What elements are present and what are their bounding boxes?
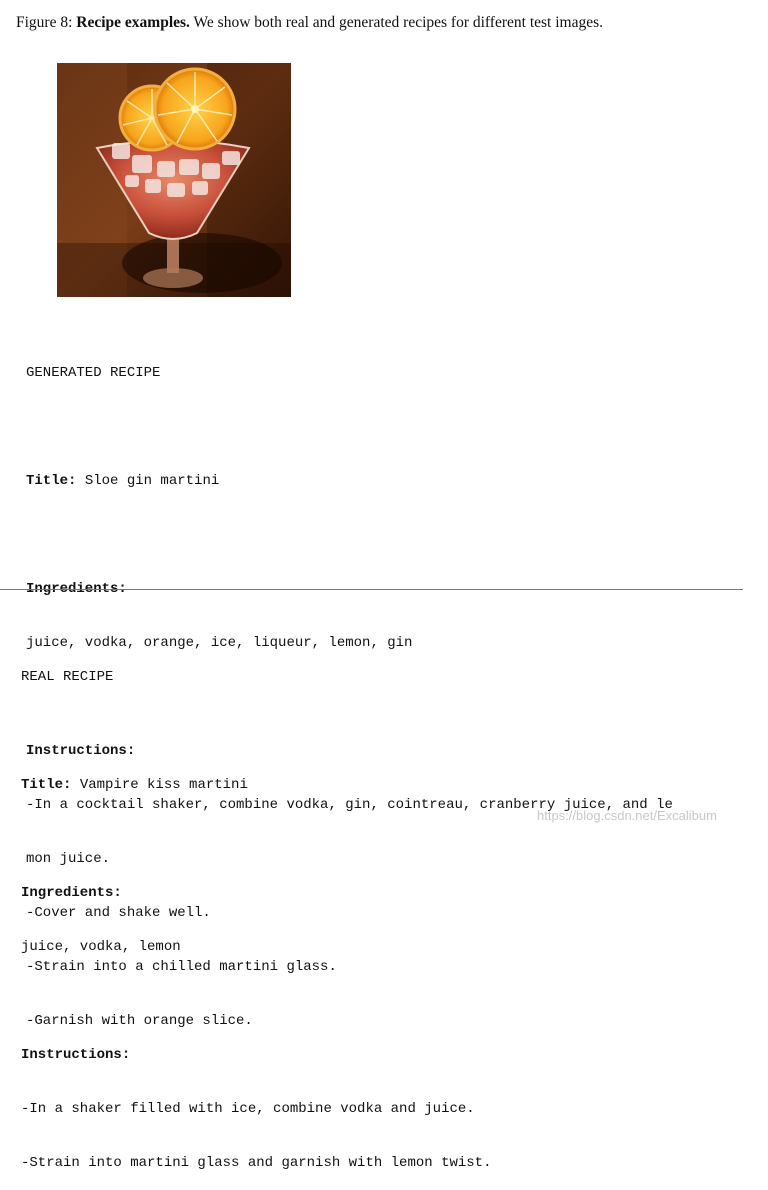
generated-instruction-line: mon juice. <box>26 851 111 867</box>
caption-rest: We show both real and generated recipes for different test images. <box>189 14 604 31</box>
real-recipe <box>21 632 491 1190</box>
generated-title-label: Title: <box>26 473 77 489</box>
caption-prefix: Figure 8: <box>16 14 77 31</box>
real-title-value: Vampire kiss martini <box>71 777 248 793</box>
generated-title-value: Sloe gin martini <box>76 473 220 489</box>
generated-instruction-line: -In a cocktail shaker, combine vodka, gin, cointreau, cranberry juice, and le <box>26 797 673 813</box>
generated-ingredients-label: Ingredients: <box>26 581 127 597</box>
real-recipe-header: REAL RECIPE <box>21 669 114 685</box>
figure-caption <box>16 14 603 32</box>
real-ingredients-label: Ingredients: <box>21 885 122 901</box>
generated-instruction-line: -Cover and shake well. <box>26 905 211 921</box>
generated-instruction-line: -Garnish with orange slice. <box>26 1013 253 1029</box>
generated-ingredients: juice, vodka, orange, ice, liqueur, lemon, gin <box>26 635 413 651</box>
real-title-line <box>21 776 491 794</box>
generated-recipe-header: GENERATED RECIPE <box>26 365 161 381</box>
real-instructions-label: Instructions: <box>21 1047 131 1063</box>
generated-title-line <box>26 472 673 490</box>
real-ingredients: juice, vodka, lemon <box>21 939 181 955</box>
section-divider <box>0 589 743 590</box>
real-instruction-line: -Strain into martini glass and garnish with lemon twist. <box>21 1155 492 1171</box>
real-title-label: Title: <box>21 777 72 793</box>
real-instruction-line: -In a shaker filled with ice, combine vodka and juice. <box>21 1101 475 1117</box>
cocktail-photo <box>57 63 291 297</box>
generated-instructions-label: Instructions: <box>26 743 136 759</box>
generated-instruction-line: -Strain into a chilled martini glass. <box>26 959 337 975</box>
watermark: https://blog.csdn.net/Excalibum <box>537 808 717 823</box>
caption-bold: Recipe examples. <box>76 14 190 31</box>
